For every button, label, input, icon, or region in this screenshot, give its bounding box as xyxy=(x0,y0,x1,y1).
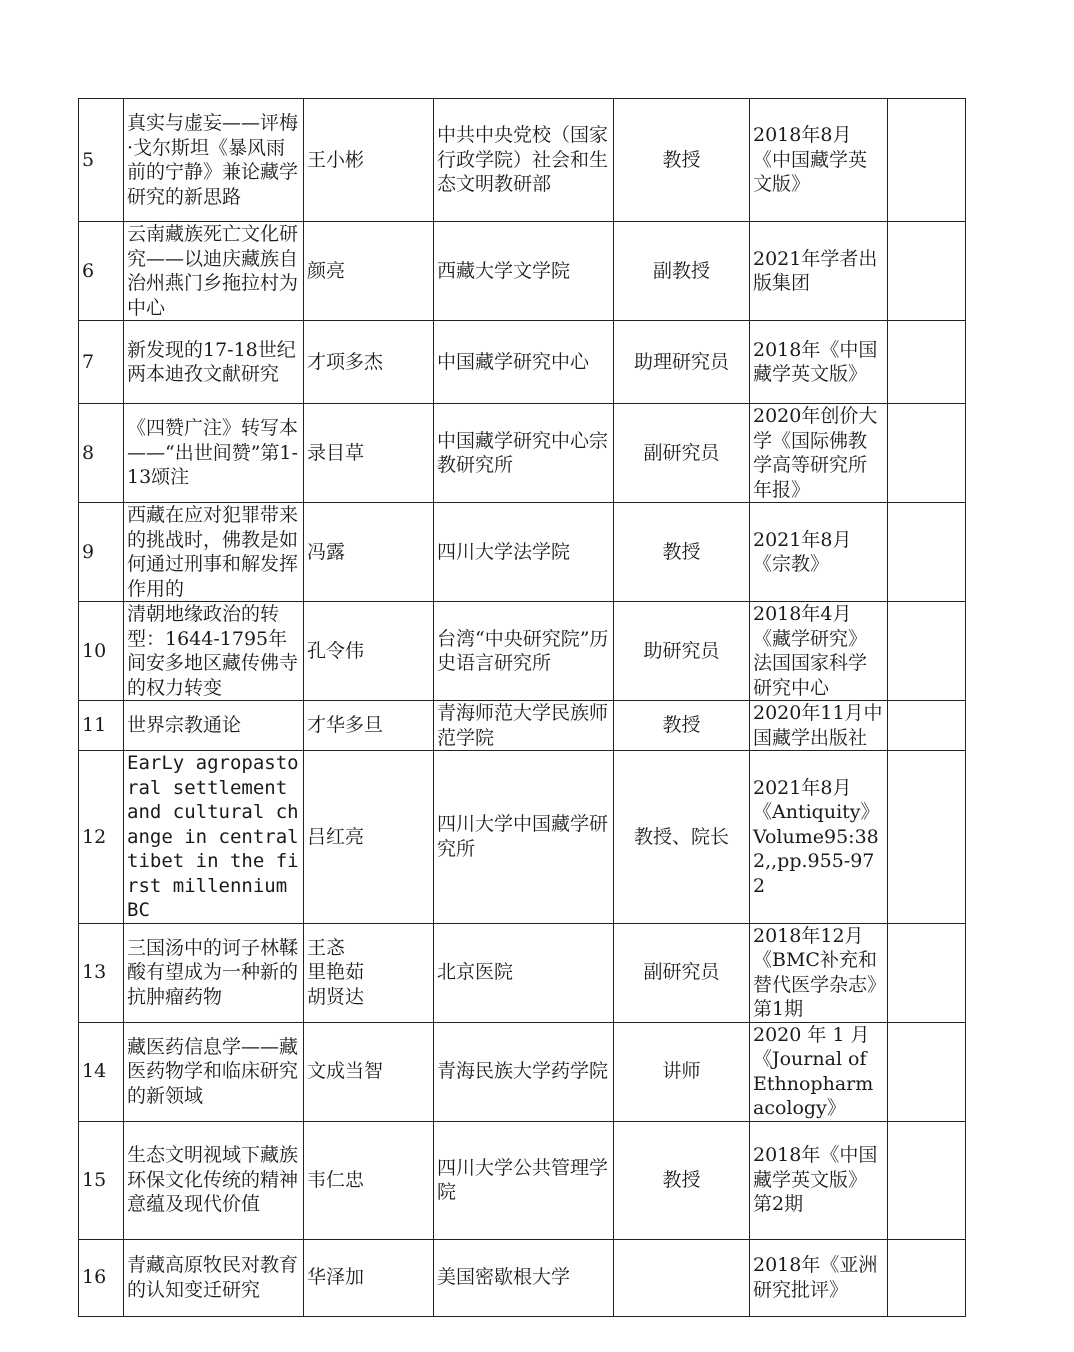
author-name: 王小彬 xyxy=(304,99,434,222)
author-name: 才华多旦 xyxy=(304,701,434,751)
publication-info: 2021年8月《宗教》 xyxy=(750,503,888,602)
row-number: 11 xyxy=(79,701,124,751)
publication-info: 2021年8月《Antiquity》Volume95:382,,pp.955-972 xyxy=(750,751,888,924)
row-number: 10 xyxy=(79,602,124,701)
affiliation: 中共中央党校（国家行政学院）社会和生态文明教研部 xyxy=(434,99,614,222)
paper-title: 清朝地缘政治的转型：1644-1795年间安多地区藏传佛寺的权力转变 xyxy=(124,602,304,701)
author-name: 冯露 xyxy=(304,503,434,602)
author-name: 韦仁忠 xyxy=(304,1121,434,1239)
academic-rank: 助理研究员 xyxy=(614,321,750,404)
affiliation: 四川大学中国藏学研究所 xyxy=(434,751,614,924)
author-name: 孔令伟 xyxy=(304,602,434,701)
author-name: 吕红亮 xyxy=(304,751,434,924)
row-number: 15 xyxy=(79,1121,124,1239)
academic-rank: 讲师 xyxy=(614,1022,750,1121)
note-cell xyxy=(888,99,966,222)
academic-rank: 副研究员 xyxy=(614,404,750,503)
table-row xyxy=(79,751,966,924)
paper-title: 真实与虚妄——评梅·戈尔斯坦《暴风雨前的宁静》兼论藏学研究的新思路 xyxy=(124,99,304,222)
affiliation: 美国密歇根大学 xyxy=(434,1239,614,1316)
affiliation: 中国藏学研究中心 xyxy=(434,321,614,404)
achievements-table xyxy=(78,98,966,1317)
row-number: 13 xyxy=(79,923,124,1022)
table-row xyxy=(79,602,966,701)
paper-title: 藏医药信息学——藏医药物学和临床研究的新领域 xyxy=(124,1022,304,1121)
paper-title: 青藏高原牧民对教育的认知变迁研究 xyxy=(124,1239,304,1316)
table-row xyxy=(79,1022,966,1121)
publication-info: 2018年4月《藏学研究》法国国家科学研究中心 xyxy=(750,602,888,701)
row-number: 16 xyxy=(79,1239,124,1316)
publication-info: 2021年学者出版集团 xyxy=(750,222,888,321)
publication-info: 2018年《中国藏学英文版》第2期 xyxy=(750,1121,888,1239)
affiliation: 北京医院 xyxy=(434,923,614,1022)
paper-title: EarLy agropastoral settlement and cultural change in central tibet in the first millennium BC xyxy=(124,751,304,924)
paper-title: 西藏在应对犯罪带来的挑战时，佛教是如何通过刑事和解发挥作用的 xyxy=(124,503,304,602)
publication-info: 2018年12月《BMC补充和替代医学杂志》第1期 xyxy=(750,923,888,1022)
academic-rank: 副研究员 xyxy=(614,923,750,1022)
note-cell xyxy=(888,503,966,602)
affiliation: 中国藏学研究中心宗教研究所 xyxy=(434,404,614,503)
note-cell xyxy=(888,404,966,503)
paper-title: 生态文明视域下藏族环保文化传统的精神意蕴及现代价值 xyxy=(124,1121,304,1239)
note-cell xyxy=(888,751,966,924)
publication-info: 2018年《亚洲研究批评》 xyxy=(750,1239,888,1316)
academic-rank: 教授 xyxy=(614,1121,750,1239)
row-number: 8 xyxy=(79,404,124,503)
affiliation: 台湾“中央研究院”历史语言研究所 xyxy=(434,602,614,701)
row-number: 12 xyxy=(79,751,124,924)
academic-rank xyxy=(614,1239,750,1316)
publication-info: 2020年11月中国藏学出版社 xyxy=(750,701,888,751)
author-name: 颜亮 xyxy=(304,222,434,321)
row-number: 14 xyxy=(79,1022,124,1121)
affiliation: 青海师范大学民族师范学院 xyxy=(434,701,614,751)
table-row xyxy=(79,321,966,404)
note-cell xyxy=(888,222,966,321)
paper-title: 世界宗教通论 xyxy=(124,701,304,751)
table-row xyxy=(79,404,966,503)
publication-info: 2018年《中国藏学英文版》 xyxy=(750,321,888,404)
publication-info: 2020年创价大学《国际佛教学高等研究所年报》 xyxy=(750,404,888,503)
note-cell xyxy=(888,1121,966,1239)
paper-title: 云南藏族死亡文化研究——以迪庆藏族自治州燕门乡拖拉村为中心 xyxy=(124,222,304,321)
affiliation: 四川大学法学院 xyxy=(434,503,614,602)
author-name: 录目草 xyxy=(304,404,434,503)
table-row xyxy=(79,923,966,1022)
table-row xyxy=(79,1239,966,1316)
note-cell xyxy=(888,321,966,404)
affiliation: 四川大学公共管理学院 xyxy=(434,1121,614,1239)
row-number: 9 xyxy=(79,503,124,602)
row-number: 6 xyxy=(79,222,124,321)
note-cell xyxy=(888,1022,966,1121)
academic-rank: 副教授 xyxy=(614,222,750,321)
note-cell xyxy=(888,1239,966,1316)
affiliation: 西藏大学文学院 xyxy=(434,222,614,321)
note-cell xyxy=(888,701,966,751)
academic-rank: 教授 xyxy=(614,99,750,222)
author-name: 才项多杰 xyxy=(304,321,434,404)
table-row xyxy=(79,99,966,222)
paper-title: 三国汤中的诃子林鞣酸有望成为一种新的抗肿瘤药物 xyxy=(124,923,304,1022)
note-cell xyxy=(888,923,966,1022)
publication-info: 2020 年 1 月《Journal of Ethnopharmacology》 xyxy=(750,1022,888,1121)
table-row xyxy=(79,1121,966,1239)
paper-title: 新发现的17-18世纪两本迪孜文献研究 xyxy=(124,321,304,404)
row-number: 7 xyxy=(79,321,124,404)
academic-rank: 教授 xyxy=(614,701,750,751)
note-cell xyxy=(888,602,966,701)
table-row xyxy=(79,503,966,602)
author-name: 王忞 里艳茹 胡贤达 xyxy=(304,923,434,1022)
row-number: 5 xyxy=(79,99,124,222)
academic-rank: 助研究员 xyxy=(614,602,750,701)
academic-rank: 教授、院长 xyxy=(614,751,750,924)
academic-rank: 教授 xyxy=(614,503,750,602)
author-name: 文成当智 xyxy=(304,1022,434,1121)
publication-info: 2018年8月《中国藏学英文版》 xyxy=(750,99,888,222)
table-row xyxy=(79,701,966,751)
affiliation: 青海民族大学药学院 xyxy=(434,1022,614,1121)
table-row xyxy=(79,222,966,321)
paper-title: 《四赞广注》转写本——“出世间赞”第1-13颂注 xyxy=(124,404,304,503)
author-name: 华泽加 xyxy=(304,1239,434,1316)
